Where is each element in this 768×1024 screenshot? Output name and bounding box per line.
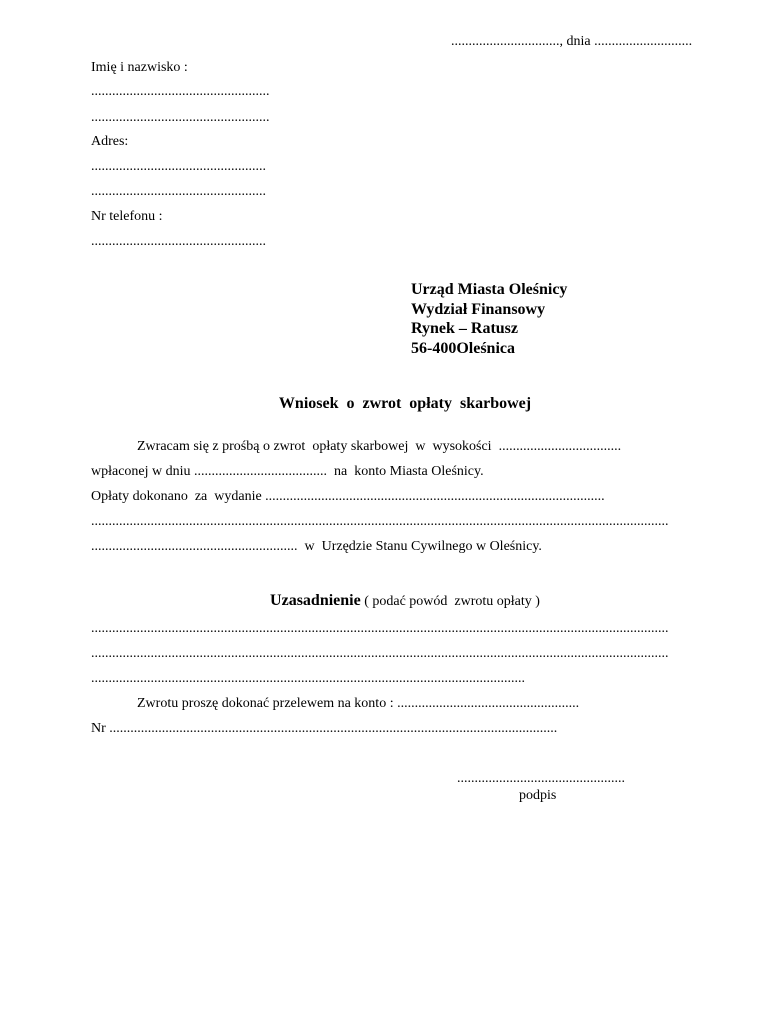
- justification-line-1[interactable]: .....................................................................................................................................................................: [91, 621, 669, 636]
- transfer-line-1: Zwrotu proszę dokonać przelewem na konto : ....................................................: [137, 696, 580, 711]
- phone-field[interactable]: ..................................................: [91, 234, 266, 249]
- address-field-1[interactable]: ..................................................: [91, 159, 266, 174]
- signature-label: podpis: [519, 788, 557, 803]
- address-label: Adres:: [91, 134, 129, 149]
- name-label: Imię i nazwisko :: [91, 60, 188, 75]
- justification-heading-row: [0, 592, 768, 610]
- justification-line-3[interactable]: ............................................................................................................................: [91, 671, 525, 686]
- address-field-2[interactable]: ..................................................: [91, 184, 266, 199]
- body-line-1: Zwracam się z prośbą o zwrot opłaty skarbowej w wysokości ...................................: [137, 439, 622, 454]
- phone-label: Nr telefonu :: [91, 209, 163, 224]
- body-line-5: ........................................................... w Urzędzie Stanu Cywilnego w Oleśnicy.: [91, 539, 542, 554]
- justification-heading: Uzasadnienie: [270, 592, 361, 609]
- recipient-line-3: Rynek – Ratusz: [411, 320, 518, 337]
- body-line-2: wpłaconej w dniu ...................................... na konto Miasta Oleśnicy.: [91, 464, 484, 479]
- form-title: Wniosek o zwrot opłaty skarbowej: [278, 395, 532, 412]
- recipient-line-4: 56-400Oleśnica: [411, 340, 515, 357]
- name-field-2[interactable]: ...................................................: [91, 110, 270, 125]
- name-field-1[interactable]: ...................................................: [91, 84, 270, 99]
- recipient-line-2: Wydział Finansowy: [411, 301, 546, 318]
- justification-hint: ( podać powód zwrotu opłaty ): [360, 594, 540, 609]
- signature-line[interactable]: ................................................: [457, 771, 625, 786]
- body-line-4[interactable]: .....................................................................................................................................................................: [91, 514, 669, 529]
- body-line-3: Opłaty dokonano za wydanie .................................................................................................: [91, 489, 605, 504]
- justification-line-2[interactable]: .....................................................................................................................................................................: [91, 646, 669, 661]
- recipient-line-1: Urząd Miasta Oleśnicy: [411, 281, 568, 298]
- date-line[interactable]: ..............................., dnia ............................: [451, 34, 693, 49]
- transfer-line-2: Nr ................................................................................................................................: [91, 721, 558, 736]
